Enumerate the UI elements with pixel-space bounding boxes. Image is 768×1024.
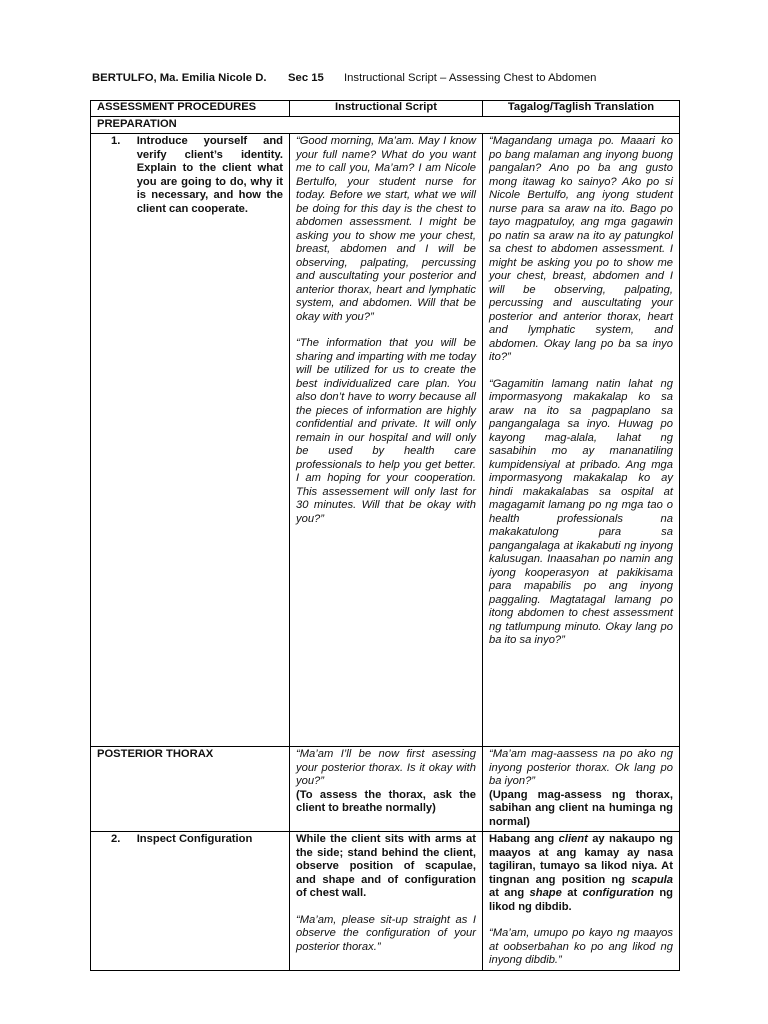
procedure-text: Introduce yourself and verify client’s identity. Explain to the client what you are going to do, why it is necessary, and how the client can cooperate. (136, 135, 283, 215)
column-header-translation: Tagalog/Taglish Translation (483, 101, 680, 117)
translation-cell (483, 832, 680, 971)
step-number: 1. (111, 135, 121, 147)
script-cell (290, 134, 483, 747)
script-instruction: While the client sits with arms at the side; stand behind the client, observe position of scapulae, and shape and of configuration of chest wall. (296, 833, 476, 899)
section-heading-preparation: PREPARATION (91, 116, 680, 134)
table-header-row (91, 101, 680, 117)
procedure-cell (91, 832, 290, 971)
document-header (92, 72, 692, 88)
translation-instruction: (Upang mag-assess ng thorax, sabihan ang client na huminga ng normal) (489, 788, 673, 828)
section-label: Sec 15 (288, 72, 324, 84)
translation-paragraph: “Gagamitin lamang natin lahat ng impormasyong makakalap ko sa araw na ito sa pagpaplano sa pangangalaga sa inyo. Huwag po kayong mag-alala, lahat ng sasabihin mo ay mananatiling kumpidensiyal at pribado. Ang mga impormasyong makakalap ko ay hindi makakalabas sa ospital at magagamit lamang po ng mga tao o health professionals na makakatulong para sa pangangalaga at ikakabuti ng inyong kalusugan. Inaasahan po namin ang iyong kooperasyon at pakikisama para mapabilis po ang inyong paggaling. Magtatagal lamang po itong abdomen to chest assessment ng tatlumpung minuto. Okay lang po ba ito sa inyo?” (489, 377, 673, 646)
translation-paragraph: “Ma’am, umupo po kayo ng maayos at oobserbahan ko po ang likod ng inyong dibdib.” (489, 927, 673, 966)
table-row (91, 134, 680, 747)
procedure-cell (91, 134, 290, 747)
translation-cell (483, 747, 680, 832)
table-row (91, 747, 680, 832)
section-heading-posterior-thorax: POSTERIOR THORAX (91, 747, 290, 832)
column-header-procedures: ASSESSMENT PROCEDURES (91, 101, 290, 117)
script-paragraph: “Ma’am I’ll be now first asessing your posterior thorax. Is it okay with you?” (296, 748, 476, 787)
procedure-text: Inspect Configuration (136, 833, 253, 845)
section-row-preparation (91, 116, 680, 134)
script-paragraph: “Good morning, Ma’am. May I know your full name? What do you want me to call you, Ma’am? I am Nicole Bertulfo, your student nurse for today. Before we start, what we will be doing for this day is the chest to abdomen assessment. I might be asking you to show me your chest, breast, abdomen and I will be observing, palpating, percussing and auscultating your posterior and anterior thorax, heart and lymphatic system, and abdomen. Will that be okay with you?” (296, 135, 476, 323)
table-row (91, 832, 680, 971)
script-cell (290, 832, 483, 971)
translation-instruction: Habang ang client ay nakaupo ng maayos at ang kamay ay nasa tagiliran, tumayo sa likod niya. At tingnan ang position ng scapula at ang shape at configuration ng likod ng dibdib. (489, 833, 673, 913)
script-instruction: (To assess the thorax, ask the client to breathe normally) (296, 788, 476, 814)
step-number: 2. (111, 833, 121, 845)
translation-paragraph: “Ma’am mag-aassess na po ako ng inyong posterior thorax. Ok lang po ba iyon?” (489, 748, 673, 787)
assessment-table (90, 100, 680, 971)
script-paragraph: “The information that you will be sharing and imparting with me today will be utilized for us to create the best individualized care plan. You also don’t have to worry because all the pieces of information are highly confidential and private. It will only remain in our hospital and will only be used by health care professionals to help you get better. I am hoping for your cooperation. This assessement will only last for 30 minutes. Will that be okay with you?” (296, 337, 476, 525)
script-cell (290, 747, 483, 832)
translation-cell (483, 134, 680, 747)
script-paragraph: “Ma’am, please sit-up straight as I observe the configuration of your posterior thorax.” (296, 913, 476, 953)
column-header-script: Instructional Script (290, 101, 483, 117)
student-name: BERTULFO, Ma. Emilia Nicole D. (92, 72, 267, 84)
translation-paragraph: “Magandang umaga po. Maaari ko po bang malaman ang inyong buong pangalan? Ano po ba ang gusto mong itawag ko sainyo? Ako po si Nicole Bertulfo, ang iyong student nurse para sa araw na ito. Bago po tayo magpatuloy, ang mga gagawin po natin sa araw na ito ay patungkol sa chest to abdomen assessment. I might be asking you po to show me your chest, breast, abdomen and I will be observing, palpating, percussing and auscultating your posterior and anterior thorax, heart and lymphatic system, and abdomen. Okay lang po ba sa inyo ito?” (489, 135, 673, 363)
document-title: Instructional Script – Assessing Chest to Abdomen (344, 72, 597, 84)
